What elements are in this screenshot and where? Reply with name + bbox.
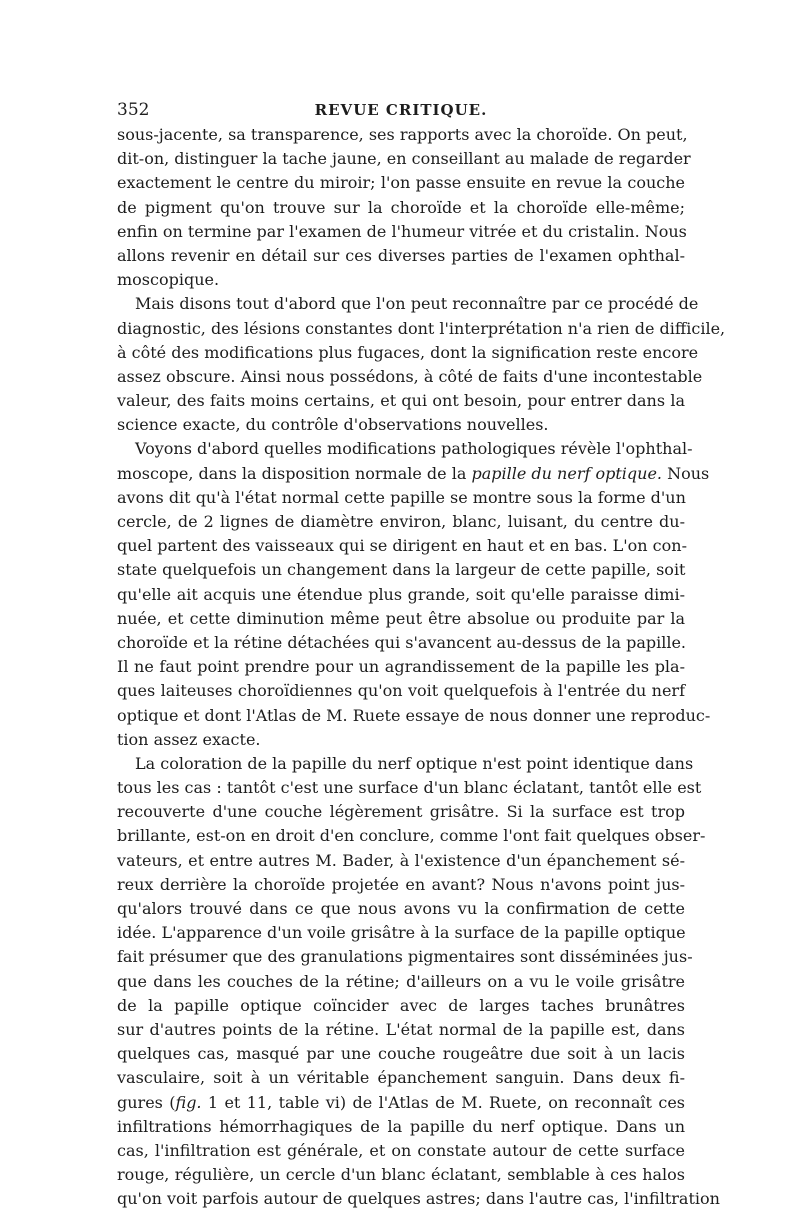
text-line: enfin on termine par l'examen de l'humeur vitrée et du cristalin. Nous <box>117 221 687 241</box>
text-line: cercle, de 2 lignes de diamètre environ, blanc, luisant, du centre du- <box>117 512 685 531</box>
paragraph-4 <box>117 752 720 1212</box>
text-line: avons dit qu'à l'état normal cette papille se montre sous la forme d'un <box>117 487 686 507</box>
text-line: Voyons d'abord quelles modifications pathologiques révèle l'ophthal- <box>135 439 693 459</box>
text-line: à côté des modifications plus fugaces, dont la signification reste encore <box>117 342 699 362</box>
text-line: vasculaire, soit à un véritable épanchement sanguin. Dans deux fi- <box>117 1068 685 1088</box>
text-line-mixed <box>117 1091 685 1115</box>
text-line: Il ne faut point prendre pour un agrandissement de la papille les pla- <box>117 657 685 677</box>
text-line: de pigment qu'on trouve sur la choroïde et la choroïde elle-même; <box>117 197 685 217</box>
text-line: Mais disons tout d'abord que l'on peut reconnaître par ce procédé de <box>135 294 699 314</box>
text-line: dit-on, distinguer la tache jaune, en conseillant au malade de regarder <box>117 149 691 169</box>
text-segment: 1 et 11, table vi) de l'Atlas de M. Ruete, on reconnaît ces <box>201 1092 686 1112</box>
text-line: de la papille optique coïncider avec de larges taches brunâtres <box>117 995 685 1015</box>
text-line: fait présumer que des granulations pigmentaires sont disséminées jus- <box>117 947 693 967</box>
text-segment: moscope, dans la disposition normale de la <box>117 463 467 483</box>
paragraph-3 <box>117 437 711 751</box>
text-line: sous-jacente, sa transparence, ses rapports avec la choroïde. On peut, <box>117 125 688 144</box>
page-number: 352 <box>117 100 150 120</box>
text-line: assez obscure. Ainsi nous possédons, à côté de faits d'une incontestable <box>117 366 703 386</box>
text-line: qu'elle ait acquis une étendue plus grande, soit qu'elle paraisse dimi- <box>117 584 685 604</box>
text-line: ques laiteuses choroïdiennes qu'on voit quelquefois à l'entrée du nerf <box>117 681 685 701</box>
text-line: vateurs, et entre autres M. Bader, à l'existence d'un épanchement sé- <box>117 850 685 870</box>
text-line: que dans les couches de la rétine; d'ailleurs on a vu le voile grisâtre <box>117 971 685 991</box>
page-header <box>117 94 685 122</box>
text-line: optique et dont l'Atlas de M. Ruete essaye de nous donner une reproduc- <box>117 705 711 725</box>
text-line: recouverte d'une couche légèrement grisâtre. Si la surface est trop <box>117 802 685 822</box>
text-line: exactement le centre du miroir; l'on passe ensuite en revue la couche <box>117 173 685 193</box>
text-line: sur d'autres points de la rétine. L'état normal de la papille est, dans <box>117 1019 685 1039</box>
text-line: reux derrière la choroïde projetée en avant? Nous n'avons point jus- <box>117 874 685 894</box>
paragraph-1 <box>117 123 691 292</box>
text-line: valeur, des faits moins certains, et qui ont besoin, pour entrer dans la <box>117 391 685 411</box>
text-line: infiltrations hémorrhagiques de la papille du nerf optique. Dans un <box>117 1116 685 1136</box>
running-title: REVUE CRITIQUE. <box>314 101 488 119</box>
italic-term: fig. <box>175 1092 202 1112</box>
body-text <box>117 123 726 1211</box>
text-line: diagnostic, des lésions constantes dont l'interprétation n'a rien de difficile, <box>117 318 726 338</box>
text-line: cas, l'infiltration est générale, et on constate autour de cette surface <box>117 1140 685 1160</box>
text-line: qu'alors trouvé dans ce que nous avons vu la confirmation de cette <box>117 899 685 918</box>
text-line: allons revenir en détail sur ces diverses parties de l'examen ophthal- <box>117 245 685 265</box>
text-line: tous les cas : tantôt c'est une surface d'un blanc éclatant, tantôt elle est <box>117 778 702 798</box>
text-line: quelques cas, masqué par une couche rougeâtre due soit à un lacis <box>117 1044 685 1064</box>
text-line-mixed <box>117 462 710 486</box>
text-line: qu'on voit parfois autour de quelques astres; dans l'autre cas, l'infiltration <box>117 1189 720 1209</box>
italic-term: papille du nerf optique. <box>471 463 662 483</box>
text-line: rouge, régulière, un cercle d'un blanc éclatant, semblable à ces halos <box>117 1165 685 1185</box>
text-line: quel partent des vaisseaux qui se dirigent en haut et en bas. L'on con- <box>117 536 687 556</box>
text-line: choroïde et la rétine détachées qui s'avancent au-dessus de la papille. <box>117 632 687 652</box>
text-line: nuée, et cette diminution même peut être absolue ou produite par la <box>117 608 685 628</box>
text-line: tion assez exacte. <box>117 729 261 749</box>
text-line: La coloration de la papille du nerf optique n'est point identique dans <box>135 753 694 773</box>
book-page <box>117 94 726 1211</box>
text-line: brillante, est-on en droit d'en conclure, comme l'ont fait quelques obser- <box>117 826 706 846</box>
text-line: state quelquefois un changement dans la largeur de cette papille, soit <box>117 560 686 580</box>
paragraph-2 <box>117 292 726 437</box>
text-segment: Nous <box>667 463 710 483</box>
text-line: idée. L'apparence d'un voile grisâtre à la surface de la papille optique <box>117 923 686 943</box>
text-segment: gures ( <box>117 1092 176 1112</box>
text-line: moscopique. <box>117 270 220 290</box>
text-line: science exacte, du contrôle d'observations nouvelles. <box>117 415 549 435</box>
